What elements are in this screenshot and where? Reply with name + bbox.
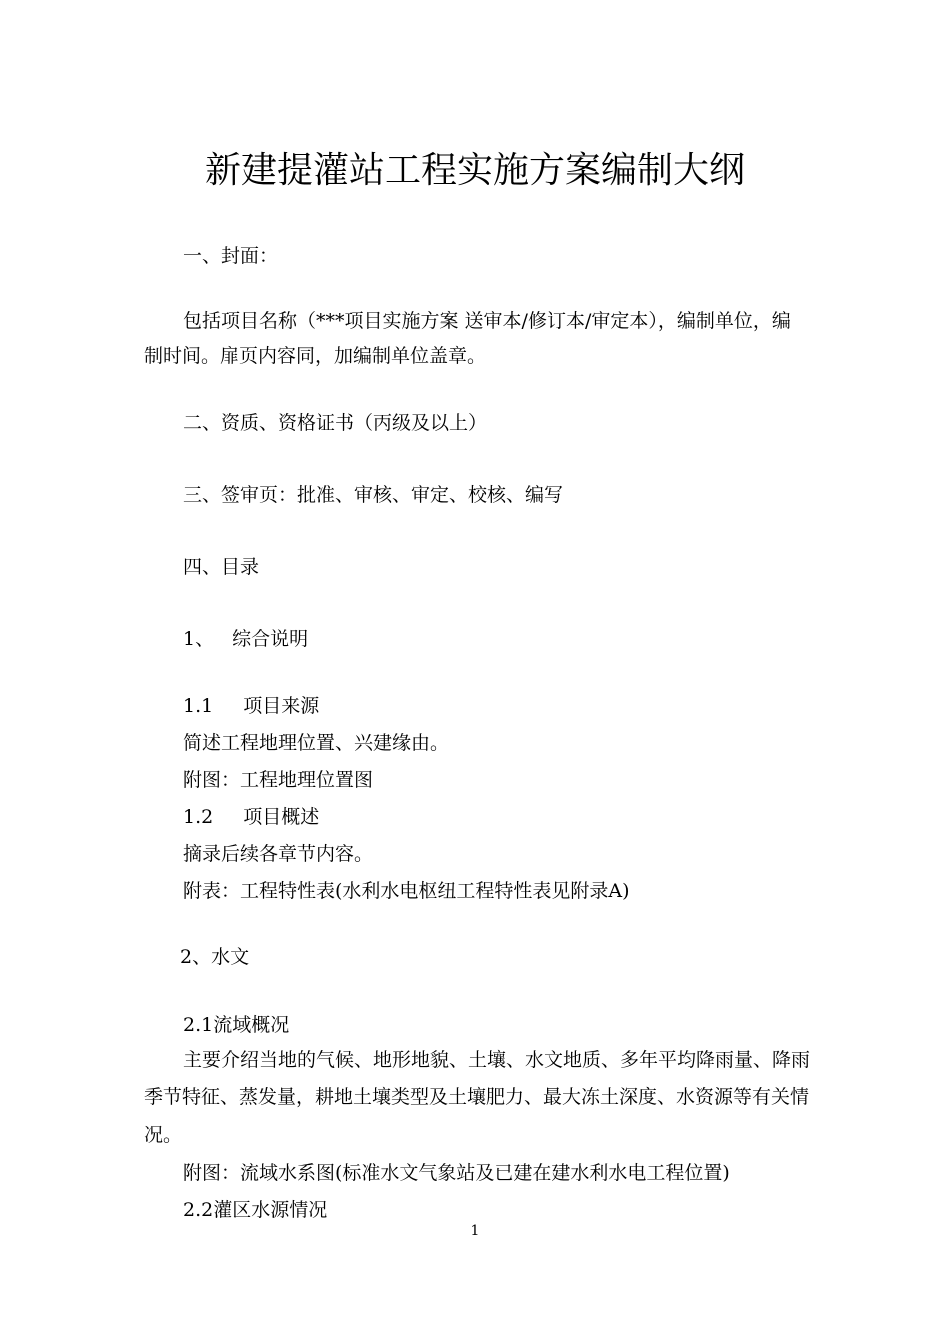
paragraph-line: 包括项目名称（***项目实施方案 送审本/修订本/审定本），编制单位，编 [183,310,791,332]
subsection-number: 1.1 [183,695,214,717]
subsection-title: 项目概述 [243,806,320,828]
subsection-title: 项目来源 [243,695,320,717]
section-signoff-heading: 三、签审页：批准、审核、审定、校核、编写 [183,484,564,506]
subsection-number: 1.2 [183,806,214,828]
subsection-heading: 2.1流域概况 [183,1014,290,1036]
chapter-heading [183,625,308,653]
paragraph-line: 附图：流域水系图(标准水文气象站及已建在建水利水电工程位置) [183,1162,730,1184]
paragraph-line: 况。 [144,1124,183,1146]
chapter-number: 1、 [183,628,215,650]
paragraph-line: 附表：工程特性表(水利水电枢纽工程特性表见附录A) [183,880,630,902]
paragraph-line: 摘录后续各章节内容。 [183,843,374,865]
subsection-heading [183,803,319,831]
paragraph-line: 附图：工程地理位置图 [183,769,374,791]
chapter-heading: 2、水文 [180,946,250,968]
document-title: 新建提灌站工程实施方案编制大纲 [204,150,745,191]
section-toc-heading: 四、目录 [183,556,260,578]
chapter-title: 综合说明 [232,628,309,650]
subsection-heading: 2.2灌区水源情况 [183,1199,328,1221]
section-qualification-heading: 二、资质、资格证书（丙级及以上） [183,412,488,434]
section-cover-heading: 一、封面： [183,245,279,267]
paragraph-line: 简述工程地理位置、兴建缘由。 [183,732,450,754]
paragraph-line: 季节特征、蒸发量，耕地土壤类型及土壤肥力、最大冻土深度、水资源等有关情 [144,1086,810,1108]
page-number: 1 [470,1223,480,1239]
paragraph-line: 主要介绍当地的气候、地形地貌、土壤、水文地质、多年平均降雨量、降雨 [183,1049,811,1071]
subsection-heading [183,692,319,720]
paragraph-line: 制时间。扉页内容同，加编制单位盖章。 [144,345,487,367]
